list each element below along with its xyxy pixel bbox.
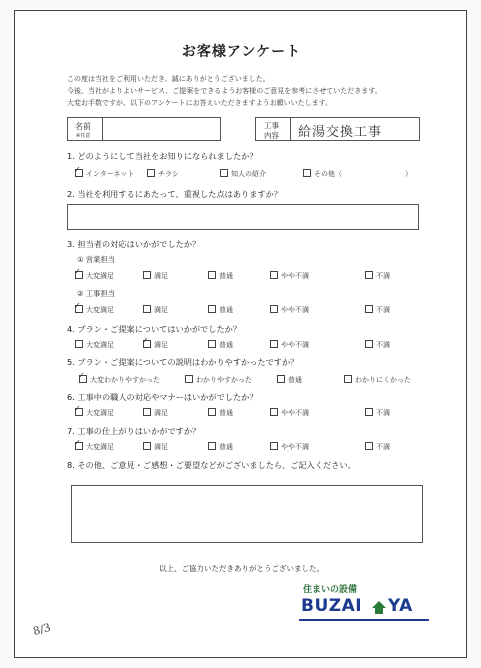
checkbox-icon[interactable] — [365, 305, 373, 313]
logo-text-left: BUZAI — [301, 596, 363, 616]
question-3: 3. 担当者の対応はいかがでしたか？ — [67, 239, 201, 249]
name-note: ※任意 — [76, 133, 91, 139]
question-7: 7. 工事の仕上がりはいかがですか？ — [67, 426, 201, 436]
q5-option-normal[interactable]: 普通 — [277, 375, 302, 385]
handwritten-date: 8/3 — [31, 620, 53, 639]
checkbox-icon[interactable] — [75, 340, 83, 348]
checkbox-icon[interactable] — [270, 408, 278, 416]
checkbox-icon[interactable] — [344, 375, 352, 383]
q4-scale-option-3[interactable]: 普通 — [208, 340, 233, 350]
work-label-1: 工事 — [264, 121, 279, 130]
name-label-cell — [67, 117, 103, 141]
checkbox-icon[interactable] — [365, 340, 373, 348]
q6-scale-option-5[interactable]: 不満 — [365, 408, 390, 418]
q5-option-clear[interactable]: わかりやすかった — [185, 375, 252, 385]
checkbox-icon[interactable] — [220, 169, 228, 177]
q3-construction-scale-option-5[interactable]: 不満 — [365, 305, 390, 315]
checkbox-icon[interactable] — [208, 408, 216, 416]
q1-option-referral[interactable]: 知人の紹介 — [220, 169, 266, 179]
survey-sheet — [14, 10, 467, 658]
page-title: お客様アンケート — [181, 44, 302, 60]
intro-line-1: この度は当社をご利用いただき、誠にありがとうございました。 — [67, 75, 270, 83]
work-content-handwritten: 給湯交換工事 — [298, 125, 383, 140]
checkbox-icon[interactable] — [143, 305, 151, 313]
q3-sales-scale-option-2[interactable]: 満足 — [143, 271, 168, 281]
q6-scale-option-2[interactable]: 満足 — [143, 408, 168, 418]
q7-scale-option-2[interactable]: 満足 — [143, 442, 168, 452]
q3-sales-scale-option-1[interactable]: 大変満足 — [75, 271, 114, 281]
checkbox-icon[interactable] — [365, 442, 373, 450]
q1-option-other-close: ） — [405, 170, 412, 178]
checkbox-icon[interactable] — [208, 305, 216, 313]
q1-option-flyer[interactable]: チラシ — [147, 169, 179, 179]
question-4: 4. プラン・ご提案についてはいかがでしたか？ — [67, 324, 242, 334]
checkbox-icon[interactable] — [277, 375, 285, 383]
question-1: 1. どのようにして当社をお知りになられましたか？ — [67, 151, 258, 161]
q6-scale-option-4[interactable]: やや不満 — [270, 408, 309, 418]
q8-answer-box[interactable] — [71, 485, 423, 543]
q7-scale-option-5[interactable]: 不満 — [365, 442, 390, 452]
intro-line-3: 大変お手数ですが、以下のアンケートにお答えいただきますようお願いいたします。 — [67, 99, 333, 107]
checkbox-icon[interactable] — [185, 375, 193, 383]
logo-subtitle: 住まいの設備 — [303, 585, 358, 595]
check-mark-icon: ✓ — [74, 438, 81, 447]
q3-sub-sales: ① 営業担当 — [77, 255, 116, 264]
buzaiya-logo — [299, 582, 429, 630]
q6-scale-option-1[interactable]: 大変満足 — [75, 408, 114, 418]
q4-scale-option-5[interactable]: 不満 — [365, 340, 390, 350]
logo-text-right: YA — [388, 596, 413, 616]
check-mark-icon: ✓ — [74, 404, 81, 413]
question-8: 8. その他、ご意見・ご感想・ご要望などがございましたら、ご記入ください。 — [67, 460, 356, 470]
q3-construction-scale-option-3[interactable]: 普通 — [208, 305, 233, 315]
checkbox-icon[interactable] — [270, 305, 278, 313]
check-mark-icon: ✓ — [78, 371, 85, 380]
work-content-field[interactable] — [255, 117, 420, 141]
checkbox-icon[interactable] — [270, 271, 278, 279]
q4-scale-option-1[interactable]: 大変満足 — [75, 340, 114, 350]
q6-scale-option-3[interactable]: 普通 — [208, 408, 233, 418]
closing-message: 以上、ご協力いただきありがとうございました。 — [159, 564, 324, 573]
house-icon-body — [375, 608, 383, 614]
question-2: 2. 当社を利用するにあたって、重視した点はありますか？ — [67, 189, 282, 199]
checkbox-icon[interactable] — [208, 271, 216, 279]
q3-construction-scale-option-4[interactable]: やや不満 — [270, 305, 309, 315]
work-label-2: 内容 — [264, 131, 279, 140]
question-6: 6. 工事中の職人の対応やマナーはいかがでしたか？ — [67, 392, 258, 402]
q7-scale-option-1[interactable]: 大変満足 — [75, 442, 114, 452]
check-mark-icon: ✓ — [74, 267, 81, 276]
q5-option-unclear[interactable]: わかりにくかった — [344, 375, 411, 385]
work-label-cell — [255, 117, 291, 141]
house-icon — [372, 601, 386, 608]
q3-construction-scale-option-2[interactable]: 満足 — [143, 305, 168, 315]
q1-option-other[interactable]: その他（ — [303, 169, 342, 179]
checkbox-icon[interactable] — [303, 169, 311, 177]
checkbox-icon[interactable] — [208, 442, 216, 450]
q3-construction-scale-option-1[interactable]: 大変満足 — [75, 305, 114, 315]
q3-sales-scale-option-5[interactable]: 不満 — [365, 271, 390, 281]
q1-option-internet[interactable]: インターネット — [75, 169, 134, 179]
question-5: 5. プラン・ご提案についての説明はわかりやすかったですか？ — [67, 357, 299, 367]
q5-option-very-clear[interactable]: 大変わかりやすかった — [79, 375, 160, 385]
checkbox-icon[interactable] — [143, 271, 151, 279]
q7-scale-option-4[interactable]: やや不満 — [270, 442, 309, 452]
q4-scale-option-2[interactable]: 満足 — [143, 340, 168, 350]
checkbox-icon[interactable] — [365, 271, 373, 279]
check-mark-icon: ✓ — [74, 301, 81, 310]
checkbox-icon[interactable] — [147, 169, 155, 177]
q2-answer-box[interactable] — [67, 204, 419, 230]
check-mark-icon: ✓ — [74, 165, 81, 174]
name-field[interactable] — [67, 117, 221, 141]
q3-sales-scale-option-4[interactable]: やや不満 — [270, 271, 309, 281]
q3-sales-scale-option-3[interactable]: 普通 — [208, 271, 233, 281]
checkbox-icon[interactable] — [270, 442, 278, 450]
intro-line-2: 今後、当社がよりよいサービス、ご提案をできるようお客様のご意見を参考にさせていただきます。 — [67, 87, 382, 95]
checkbox-icon[interactable] — [143, 442, 151, 450]
name-label: 名前 — [75, 122, 91, 131]
q3-sub-construction: ② 工事担当 — [77, 289, 116, 298]
checkbox-icon[interactable] — [270, 340, 278, 348]
q7-scale-option-3[interactable]: 普通 — [208, 442, 233, 452]
checkbox-icon[interactable] — [143, 408, 151, 416]
checkbox-icon[interactable] — [365, 408, 373, 416]
check-mark-icon: ✓ — [142, 336, 149, 345]
checkbox-icon[interactable] — [208, 340, 216, 348]
logo-underline — [299, 619, 429, 621]
q4-scale-option-4[interactable]: やや不満 — [270, 340, 309, 350]
